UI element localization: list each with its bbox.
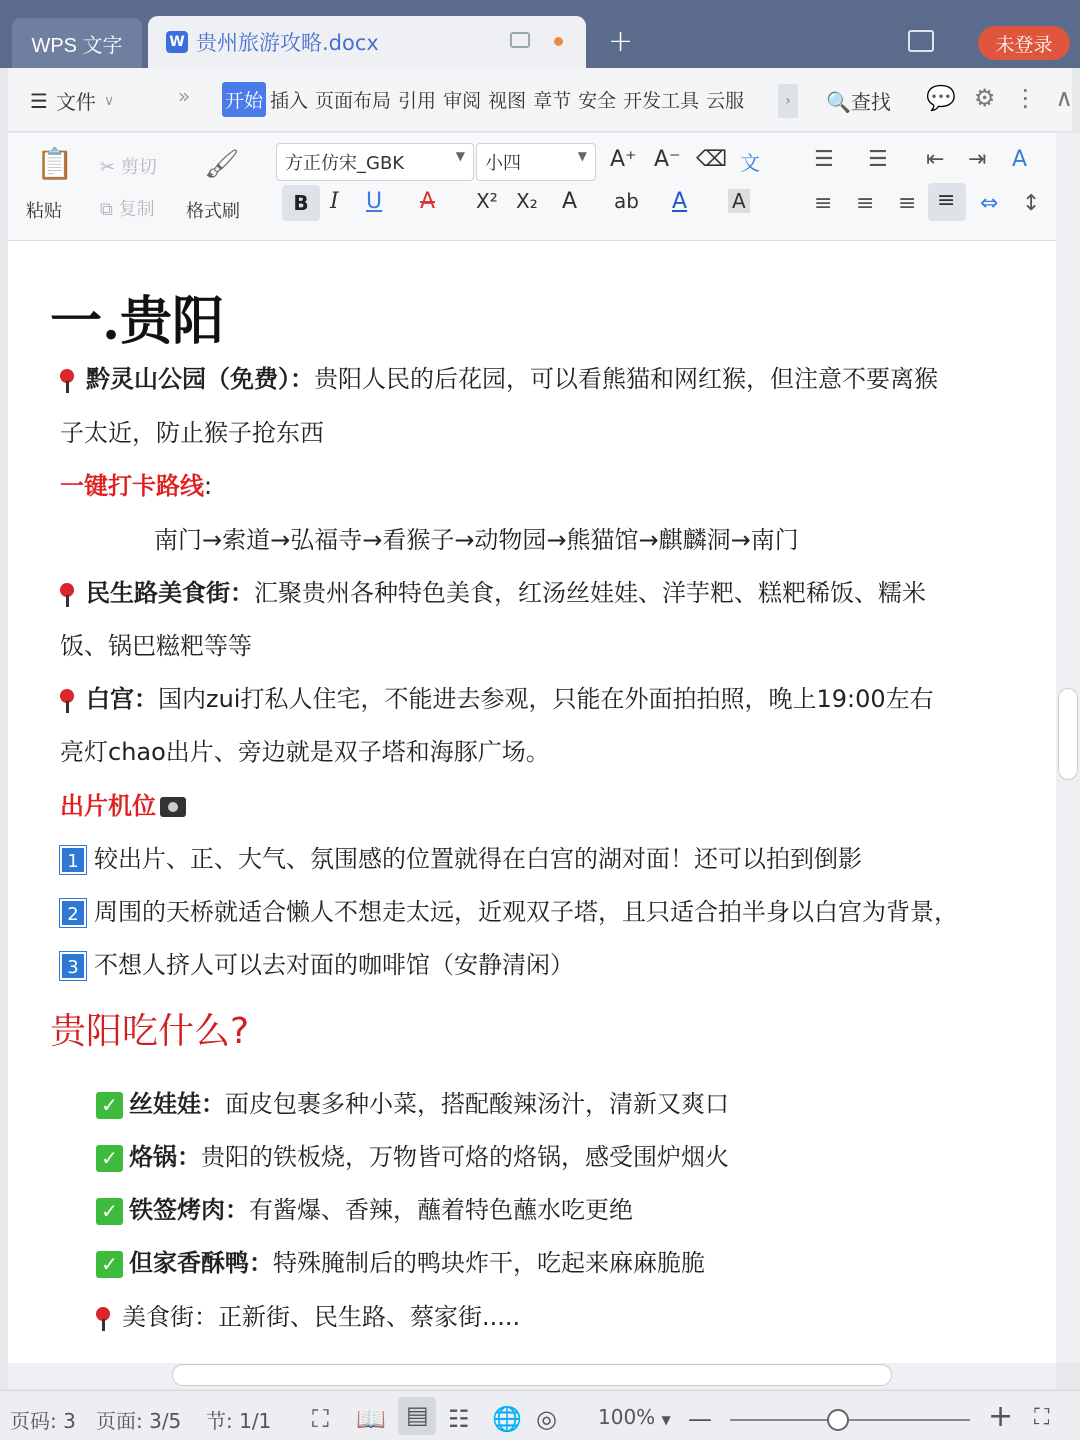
food-item [96, 1137, 729, 1172]
food-text: 面皮包裹多种小菜，搭配酸辣汤汁，清新又爽口 [225, 1090, 729, 1118]
tab-view[interactable]: 视图 [488, 90, 527, 112]
font-size-value: 小四 [485, 153, 521, 174]
tab-security[interactable]: 安全 [578, 90, 617, 112]
zoom-slider[interactable] [730, 1419, 970, 1421]
paragraph-line: 子太近，防止猴子抢东西 [60, 419, 324, 447]
list-item [60, 945, 574, 980]
place-title: 黔灵山公园（免费）： [86, 365, 314, 393]
check-icon: ✓ [96, 1092, 123, 1119]
pin-icon [60, 369, 74, 391]
bold-button[interactable]: B [282, 185, 320, 221]
paragraph-line: 亮灯chao出片、旁边就是双子塔和海豚广场。 [60, 738, 550, 766]
food-streets-text: 美食街：正新街、民生路、蔡家街..... [122, 1303, 521, 1331]
tab-page-layout[interactable]: 页面布局 [315, 90, 392, 112]
paragraph-line: 饭、锅巴糍粑等等 [60, 632, 252, 660]
number-badge: 2 [60, 899, 86, 927]
file-menu[interactable] [30, 86, 114, 115]
copy-button[interactable] [100, 195, 155, 221]
text-style-icon[interactable]: A [1012, 147, 1028, 172]
chevron-down-icon: ▼ [577, 149, 587, 163]
expand-icon[interactable]: » [178, 84, 191, 108]
fullscreen-icon[interactable]: ⛶ [312, 1405, 329, 1433]
cut-button[interactable] [100, 153, 157, 179]
food-item [96, 1243, 705, 1278]
chevron-down-icon: ▼ [455, 149, 465, 163]
decrease-indent-icon[interactable]: ⇤ [926, 147, 945, 172]
panel-toggle-icon[interactable] [908, 30, 934, 52]
page-count[interactable]: 页面: 3/5 [96, 1409, 182, 1433]
zoom-level-value: 100% [598, 1405, 656, 1429]
food-name: 但家香酥鸭： [129, 1249, 273, 1277]
zoom-out-icon[interactable]: — [688, 1405, 712, 1433]
list-item-text: 不想人挤人可以去对面的咖啡馆（安静清闲） [94, 951, 574, 979]
tabs-scroll-right-icon[interactable]: › [778, 84, 798, 118]
zoom-in-icon[interactable]: + [988, 1399, 1014, 1434]
document-icon: W [166, 31, 188, 53]
numbered-list-icon[interactable]: ☰ [868, 147, 888, 172]
horizontal-scroll-thumb[interactable] [172, 1364, 892, 1386]
zoom-slider-handle[interactable] [827, 1409, 849, 1431]
new-tab-button[interactable]: + [608, 24, 634, 59]
title-bar [0, 0, 1080, 68]
food-streets [96, 1297, 520, 1332]
clear-format-icon[interactable]: ⌫ [696, 147, 728, 172]
route-colon: : [204, 472, 213, 500]
chevron-down-icon: ∨ [103, 92, 115, 109]
font-size-select[interactable] [476, 143, 596, 181]
paste-icon[interactable]: 📋 [36, 147, 74, 182]
monitor-icon[interactable] [510, 32, 530, 48]
check-icon: ✓ [96, 1251, 123, 1278]
menu-bar [8, 68, 1072, 132]
grow-font-icon[interactable]: A⁺ [610, 147, 637, 172]
line-spacing-icon[interactable]: ↕ [1022, 191, 1041, 216]
document-tab-title: 贵州旅游攻略.docx [196, 31, 379, 55]
camera-icon [160, 797, 186, 817]
document-page[interactable] [8, 241, 1056, 1363]
ribbon [8, 133, 1056, 241]
underline-button[interactable]: U [366, 189, 383, 214]
justify-button[interactable] [928, 183, 966, 221]
app-tab[interactable]: WPS 文字 [12, 18, 142, 68]
tab-developer[interactable]: 开发工具 [623, 90, 700, 112]
file-menu-label: 文件 [55, 90, 96, 114]
hamburger-icon: ☰ [30, 88, 48, 113]
page-view-icon: ▤ [406, 1401, 429, 1429]
align-center-icon[interactable]: ≡ [856, 191, 875, 216]
list-item-text: 周围的天桥就适合懒人不想走太远，近观双子塔，且只适合拍半身以白宫为背景， [94, 898, 958, 926]
list-item-text: 较出片、正、大气、氛围感的位置就得在白宫的湖对面！还可以拍到倒影 [94, 845, 862, 873]
paragraph-baigong [60, 679, 934, 714]
food-item [96, 1084, 729, 1119]
place-title: 白宫： [86, 685, 158, 713]
copy-icon: ⧉ [100, 199, 113, 220]
tab-home[interactable]: 开始 [222, 82, 266, 117]
gear-icon[interactable]: ⚙ [973, 84, 996, 112]
ribbon-tabs [222, 82, 748, 117]
collapse-icon[interactable]: ∧ [1055, 84, 1073, 112]
zoom-level[interactable] [598, 1405, 671, 1429]
route-text: 南门→索道→弘福寺→看猴子→动物园→熊猫馆→麒麟洞→南门 [154, 526, 799, 554]
increase-indent-icon[interactable]: ⇥ [968, 147, 987, 172]
number-badge: 3 [60, 952, 86, 980]
justify-icon: ≡ [937, 188, 956, 213]
web-view-icon[interactable]: 🌐 [492, 1405, 522, 1433]
food-text: 贵阳的铁板烧，万物皆可烙的烙锅，感受围炉烟火 [201, 1143, 729, 1171]
place-text: 国内zui打私人住宅，不能进去参观，只能在外面拍拍照，晚上19:00左右 [158, 685, 934, 713]
document-tab[interactable] [148, 16, 586, 68]
heading-food: 贵阳吃什么? [50, 1011, 250, 1052]
comment-icon[interactable]: 💬 [926, 84, 956, 112]
vertical-scroll-thumb[interactable] [1058, 688, 1078, 780]
heading-guiyang: 一.贵阳 [50, 291, 225, 352]
text-effect-icon[interactable]: A [562, 189, 578, 214]
pin-icon [96, 1307, 110, 1329]
superscript-icon[interactable]: X² [476, 189, 498, 213]
scissors-icon: ✂ [100, 157, 116, 178]
tab-review[interactable]: 审阅 [443, 90, 482, 112]
menu-icons [926, 84, 1073, 112]
chevron-down-icon: ▼ [661, 1413, 671, 1427]
distribute-icon[interactable]: ⇔ [980, 191, 999, 216]
page-number[interactable]: 页码: 3 [10, 1409, 76, 1433]
check-icon: ✓ [96, 1198, 123, 1225]
food-name: 烙锅： [129, 1143, 201, 1171]
food-name: 丝娃娃： [129, 1090, 225, 1118]
brush-icon[interactable]: 🖌 [204, 147, 240, 180]
strikethrough-icon[interactable]: A [420, 189, 436, 214]
align-right-icon[interactable]: ≡ [898, 191, 917, 216]
italic-button[interactable]: I [330, 189, 339, 214]
find-button[interactable] [826, 86, 891, 115]
status-bar [0, 1390, 1080, 1440]
highlight-icon[interactable]: ab [614, 189, 639, 213]
route-label: 一键打卡路线 [60, 472, 204, 500]
list-item [60, 892, 958, 927]
search-icon: 🔍 [826, 90, 851, 114]
route-heading [60, 466, 212, 501]
tab-cloud[interactable]: 云服 [706, 90, 745, 112]
align-left-icon[interactable]: ≡ [814, 191, 833, 216]
book-view-icon[interactable]: 📖 [356, 1405, 386, 1433]
tab-insert[interactable]: 插入 [270, 90, 309, 112]
char-shading-icon[interactable]: A [728, 189, 750, 213]
paragraph-qianlingshan [60, 359, 938, 394]
copy-label: 复制 [118, 199, 155, 220]
font-name-select[interactable] [276, 143, 474, 181]
tab-chapter[interactable]: 章节 [533, 90, 572, 112]
food-item [96, 1190, 633, 1225]
place-text: 贵阳人民的后花园，可以看熊猫和网红猴，但注意不要离猴 [314, 365, 938, 393]
format-painter-button[interactable]: 格式刷 [186, 201, 240, 222]
place-title: 民生路美食街： [86, 579, 254, 607]
bullet-list-icon[interactable]: ☰ [814, 147, 834, 172]
pin-icon [60, 583, 74, 605]
paste-button[interactable]: 粘贴 [26, 201, 62, 222]
eye-protection-icon[interactable]: ◎ [536, 1405, 557, 1433]
food-name: 铁签烤肉： [129, 1196, 249, 1224]
fit-page-icon[interactable]: ⛶ [1034, 1405, 1050, 1430]
tab-references[interactable]: 引用 [398, 90, 437, 112]
unsaved-dot-icon [554, 37, 563, 46]
font-name-value: 方正仿宋_GBK [285, 153, 405, 174]
photo-spot-label: 出片机位 [60, 792, 156, 820]
paragraph-minsheng [60, 573, 926, 608]
page-view-button[interactable] [398, 1397, 436, 1435]
find-label: 查找 [850, 90, 891, 114]
place-text: 汇聚贵州各种特色美食，红汤丝娃娃、洋芋粑、糕粑稀饭、糯米 [254, 579, 926, 607]
section-count[interactable]: 节: 1/1 [206, 1409, 272, 1433]
login-button[interactable]: 未登录 [978, 26, 1070, 60]
food-text: 特殊腌制后的鸭块炸干，吃起来麻麻脆脆 [273, 1249, 705, 1277]
food-text: 有酱爆、香辣，蘸着特色蘸水吃更绝 [249, 1196, 633, 1224]
subscript-icon[interactable]: X₂ [516, 189, 538, 213]
check-icon: ✓ [96, 1145, 123, 1172]
outline-view-icon[interactable]: ☷ [448, 1405, 470, 1433]
number-badge: 1 [60, 846, 86, 874]
photo-spot-heading [60, 786, 186, 821]
shrink-font-icon[interactable]: A⁻ [654, 147, 681, 172]
list-item [60, 839, 862, 874]
font-color-icon[interactable]: A [672, 189, 688, 214]
pin-icon [60, 689, 74, 711]
cut-label: 剪切 [120, 157, 157, 178]
phonetic-icon[interactable]: 文 [740, 151, 760, 175]
more-icon[interactable]: ⋮ [1013, 84, 1038, 112]
